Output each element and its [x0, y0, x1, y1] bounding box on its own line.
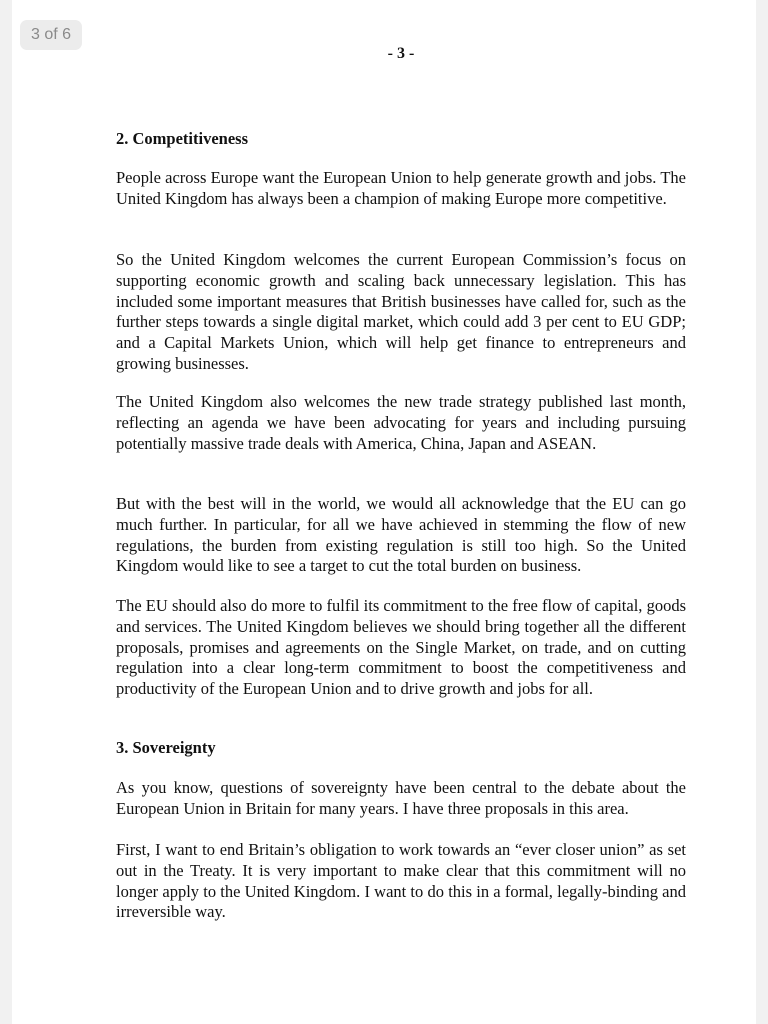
document-page	[12, 0, 756, 1024]
paragraph-sovereignty-1: As you know, questions of sovereignty have been central to the debate about the European Union in Britain for many years. I have three proposals in this area.	[116, 778, 686, 818]
paragraph-competitiveness-1: People across Europe want the European Union to help generate growth and jobs. The United Kingdom has always been a champion of making Europe more competitive.	[116, 168, 686, 208]
section-heading-competitiveness: 2. Competitiveness	[116, 129, 248, 148]
page-indicator-badge: 3 of 6	[20, 20, 82, 50]
paragraph-competitiveness-3: The United Kingdom also welcomes the new trade strategy published last month, reflecting an agenda we have been advocating for years and including pursuing potentially massive trade deals with America, China, Japan and ASEAN.	[116, 392, 686, 453]
paragraph-competitiveness-5: The EU should also do more to fulfil its commitment to the free flow of capital, goods and services. The United Kingdom believes we should bring together all the different proposals, promises and agreements on the Single Market, on trade, and on cutting regulation into a clear long-term commitment to boost the competitiveness and productivity of the European Union and to drive growth and jobs for all.	[116, 596, 686, 699]
page-number: - 3 -	[387, 45, 415, 62]
paragraph-competitiveness-2: So the United Kingdom welcomes the current European Commission’s focus on supporting economic growth and scaling back unnecessary legislation. This has included some important measures that British businesses have called for, such as the further steps towards a single digital market, which could add 3 per cent to EU GDP; and a Capital Markets Union, which will help get finance to entrepreneurs and growing businesses.	[116, 250, 686, 373]
section-heading-sovereignty: 3. Sovereignty	[116, 738, 216, 757]
paragraph-competitiveness-4: But with the best will in the world, we would all acknowledge that the EU can go much further. In particular, for all we have achieved in stemming the flow of new regulations, the burden from existing regulation is still too high. So the United Kingdom would like to see a target to cut the total burden on business.	[116, 494, 686, 576]
paragraph-sovereignty-2: First, I want to end Britain’s obligation to work towards an “ever closer union” as set out in the Treaty. It is very important to make clear that this commitment will no longer apply to the United Kingdom. I want to do this in a formal, legally-binding and irreversible way.	[116, 840, 686, 922]
